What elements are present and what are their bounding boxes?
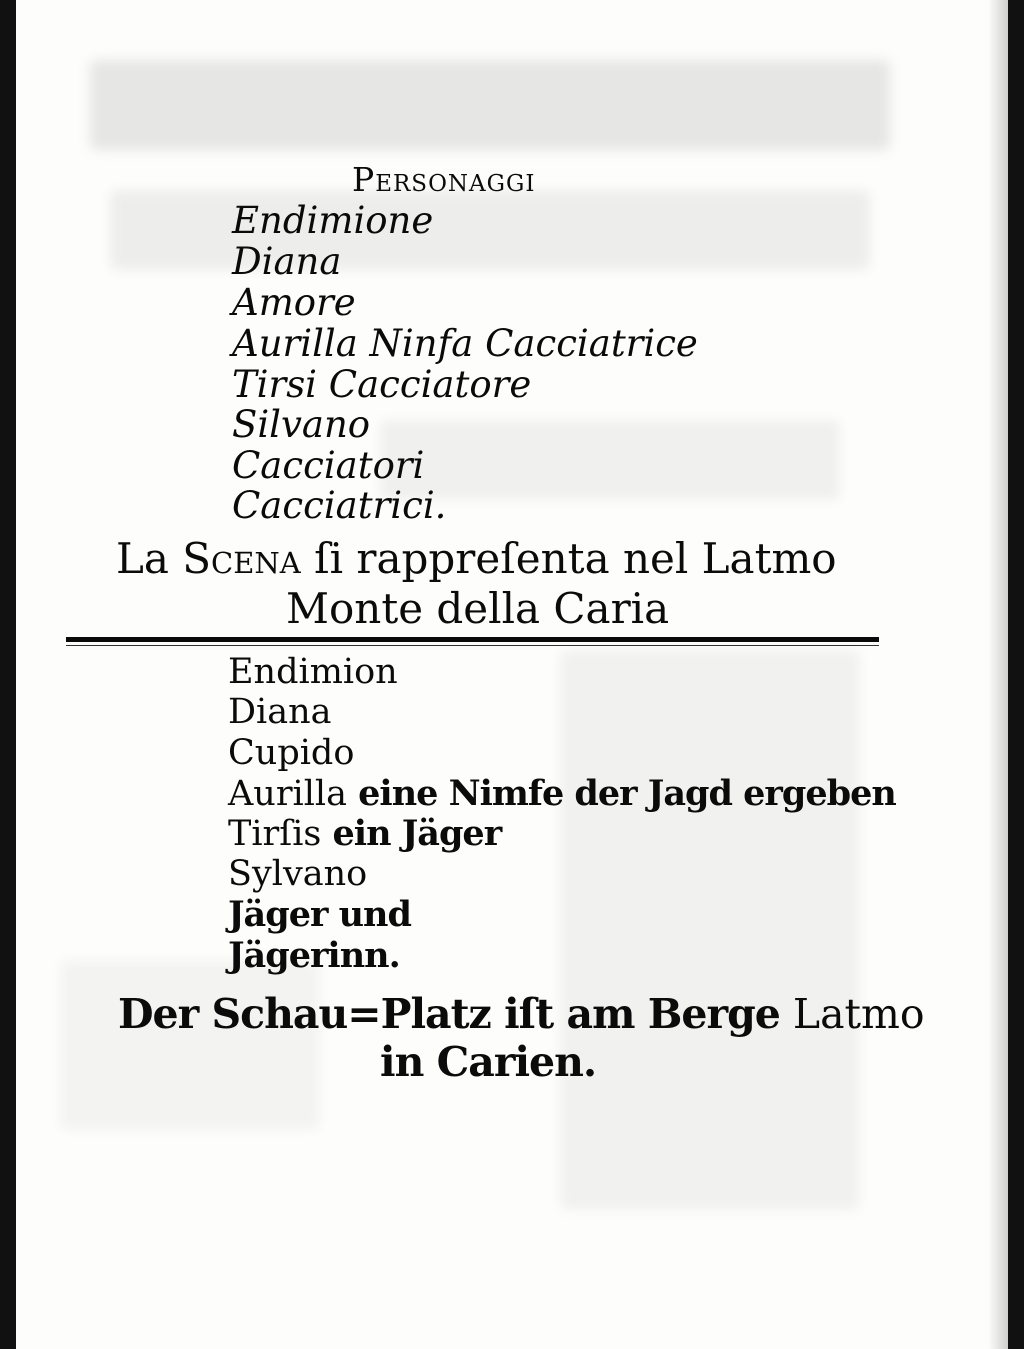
character-de <box>228 773 896 814</box>
character-de-roman: Diana <box>228 692 332 732</box>
character-de-roman: Tirſis <box>228 814 333 854</box>
scene-note-de-fraktur: Der Schau=Platz iſt am Berge <box>118 990 780 1038</box>
scene-note-it-smallcaps: Scena <box>182 534 301 583</box>
character-it: Endimione <box>232 199 434 242</box>
character-de-roman: Aurilla <box>228 774 359 814</box>
character-de-roman: Cupido <box>228 733 355 773</box>
bleed-through-upper <box>110 190 870 270</box>
bleed-through-middle <box>380 420 840 500</box>
character-de <box>228 813 502 854</box>
character-it: Amore <box>232 281 356 324</box>
page-heading: Personaggi <box>352 160 536 199</box>
character-de <box>228 694 332 730</box>
character-de-fraktur: Jäger und <box>228 894 411 935</box>
character-de-fraktur: eine Nimfe der Jagd ergeben <box>358 773 896 814</box>
character-it: Aurilla Ninfa Cacciatrice <box>232 322 698 365</box>
scan-shadow-right <box>988 0 1008 1349</box>
character-de-fraktur: ein Jäger <box>332 813 502 854</box>
character-de <box>228 935 400 976</box>
scan-edge-right <box>1008 0 1024 1349</box>
character-de-roman: Endimion <box>228 652 398 692</box>
section-divider-thin <box>66 645 879 646</box>
scene-note-de-roman: Latmo <box>779 990 925 1038</box>
scene-note-it-prefix: La <box>116 534 183 583</box>
scene-note-it-rest: ſi rappreſenta nel Latmo <box>300 534 837 583</box>
character-it: Diana <box>232 240 342 283</box>
character-it: Silvano <box>232 403 371 446</box>
scene-note-it-line1 <box>116 534 837 583</box>
scene-note-de-line1 <box>118 990 925 1038</box>
character-it: Cacciatrici. <box>232 484 447 527</box>
character-de <box>228 894 411 935</box>
character-it: Cacciatori <box>232 444 425 487</box>
scan-edge-left <box>0 0 16 1349</box>
bleed-through-right-column <box>560 650 860 1210</box>
bleed-through-top <box>90 60 890 150</box>
character-de <box>228 856 367 892</box>
section-divider <box>66 637 879 642</box>
character-de-fraktur: Jägerinn. <box>228 935 400 976</box>
scene-note-de-line2: in Carien. <box>380 1038 597 1086</box>
character-de <box>228 735 354 771</box>
bleed-through-lower-left <box>60 960 320 1130</box>
character-de-roman: Sylvano <box>228 854 368 894</box>
scene-note-it-line2: Monte della Caria <box>286 584 670 633</box>
character-it: Tirsi Cacciatore <box>232 363 532 406</box>
character-de <box>228 654 398 690</box>
